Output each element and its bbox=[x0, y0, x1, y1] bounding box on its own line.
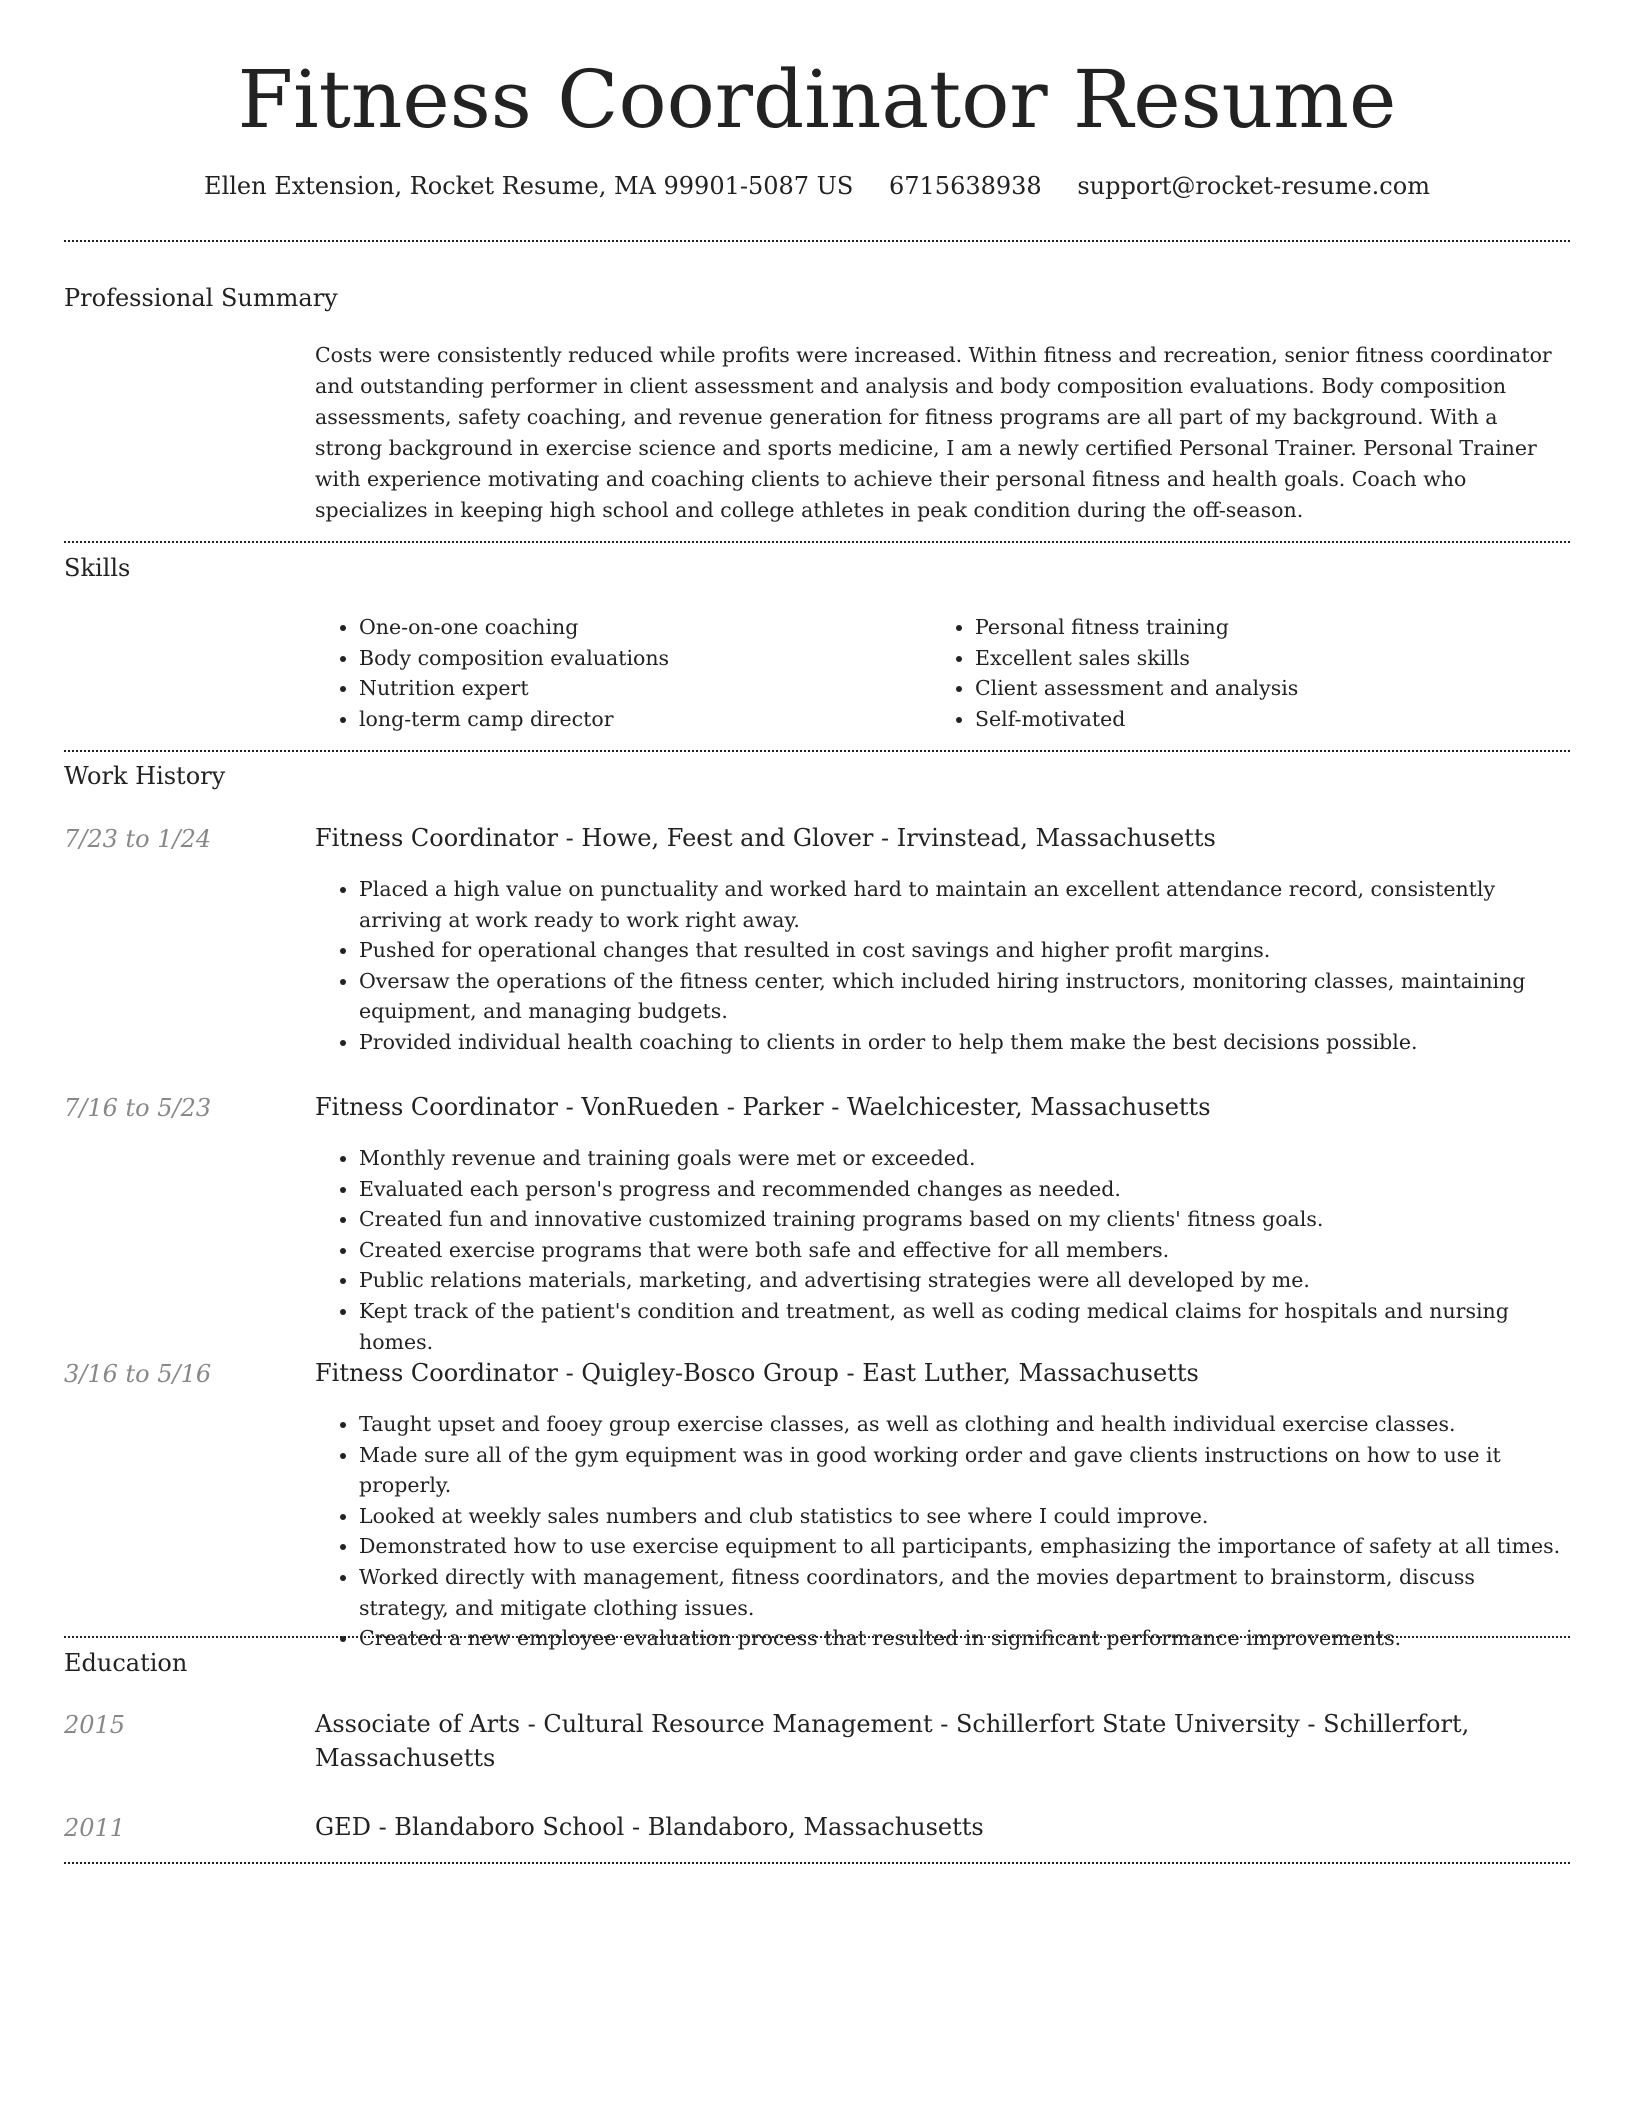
skills-list-left bbox=[315, 612, 919, 734]
contact-line bbox=[64, 170, 1570, 202]
education-year: 2011 bbox=[64, 1814, 126, 1842]
job-bullets bbox=[315, 874, 1570, 1058]
skill-item: • Body composition evaluations bbox=[359, 643, 919, 674]
job-bullet: • Provided individual health coaching to clients in order to help them make the best decisions possible. bbox=[359, 1027, 1570, 1058]
job-bullets bbox=[315, 1409, 1570, 1654]
divider bbox=[64, 1636, 1570, 1638]
job-bullet: • Evaluated each person's progress and recommended changes as needed. bbox=[359, 1174, 1570, 1205]
job-bullet: • Worked directly with management, fitness coordinators, and the movies department to brainstorm, discuss strategy, and mitigate clothing issues. bbox=[359, 1562, 1570, 1623]
job-dates: 7/16 to 5/23 bbox=[64, 1094, 212, 1122]
contact-email: support@rocket-resume.com bbox=[1077, 172, 1430, 200]
skill-item: • Personal fitness training bbox=[975, 612, 1575, 643]
job-bullet: • Monthly revenue and training goals were met or exceeded. bbox=[359, 1143, 1570, 1174]
skill-item: • Client assessment and analysis bbox=[975, 673, 1575, 704]
job-dates: 7/23 to 1/24 bbox=[64, 825, 212, 853]
skill-item: • Excellent sales skills bbox=[975, 643, 1575, 674]
summary-heading: Professional Summary bbox=[64, 284, 338, 312]
education-heading: Education bbox=[64, 1649, 188, 1677]
job-title: Fitness Coordinator - Quigley-Bosco Group - East Luther, Massachusetts bbox=[315, 1359, 1199, 1387]
job-title: Fitness Coordinator - Howe, Feest and Glover - Irvinstead, Massachusetts bbox=[315, 824, 1216, 852]
skill-item: • One-on-one coaching bbox=[359, 612, 919, 643]
job-bullet: • Placed a high value on punctuality and worked hard to maintain an excellent attendance record, consistently arriving at work ready to work right away. bbox=[359, 874, 1570, 935]
job-bullet: • Created fun and innovative customized training programs based on my clients' fitness goals. bbox=[359, 1204, 1570, 1235]
job-bullet: • Taught upset and fooey group exercise classes, as well as clothing and health individual exercise classes. bbox=[359, 1409, 1570, 1440]
job-bullet: • Looked at weekly sales numbers and club statistics to see where I could improve. bbox=[359, 1501, 1570, 1532]
divider bbox=[64, 750, 1570, 752]
skills-list-right bbox=[931, 612, 1575, 734]
education-title: GED - Blandaboro School - Blandaboro, Massachusetts bbox=[315, 1813, 984, 1841]
contact-phone: 6715638938 bbox=[888, 172, 1042, 200]
skills-heading: Skills bbox=[64, 554, 131, 582]
skill-item: • Self-motivated bbox=[975, 704, 1575, 735]
job-bullets bbox=[315, 1143, 1570, 1357]
skill-item: • long-term camp director bbox=[359, 704, 919, 735]
divider bbox=[64, 240, 1570, 242]
divider bbox=[64, 541, 1570, 543]
job-bullet: • Kept track of the patient's condition and treatment, as well as coding medical claims for hospitals and nursing homes. bbox=[359, 1296, 1570, 1357]
contact-address: Ellen Extension, Rocket Resume, MA 99901-5087 US bbox=[204, 172, 854, 200]
summary-text: Costs were consistently reduced while profits were increased. Within fitness and recreation, senior fitness coordinator and outstanding performer in client assessment and analysis and body composition evaluations. Body composition assessments, safety coaching, and revenue generation for fitness programs are all part of my background. With a strong background in exercise science and sports medicine, I am a newly certified Personal Trainer. Personal Trainer with experience motivating and coaching clients to achieve their personal fitness and health goals. Coach who specializes in keeping high school and college athletes in peak condition during the off-season. bbox=[315, 343, 1552, 522]
education-title: Associate of Arts - Cultural Resource Management - Schillerfort State University - Schillerfort, Massachusetts bbox=[315, 1710, 1470, 1772]
job-title: Fitness Coordinator - VonRueden - Parker - Waelchicester, Massachusetts bbox=[315, 1093, 1211, 1121]
job-bullet: • Demonstrated how to use exercise equipment to all participants, emphasizing the importance of safety at all times. bbox=[359, 1531, 1570, 1562]
job-dates: 3/16 to 5/16 bbox=[64, 1360, 212, 1388]
job-bullet: • Made sure all of the gym equipment was in good working order and gave clients instructions on how to use it properly. bbox=[359, 1440, 1570, 1501]
skill-item: • Nutrition expert bbox=[359, 673, 919, 704]
divider bbox=[64, 1862, 1570, 1864]
job-bullet: • Created exercise programs that were both safe and effective for all members. bbox=[359, 1235, 1570, 1266]
job-bullet: • Created a new employee evaluation process that resulted in significant performance improvements. bbox=[359, 1623, 1570, 1654]
resume-title: Fitness Coordinator Resume bbox=[237, 53, 1397, 146]
education-year: 2015 bbox=[64, 1711, 126, 1739]
work-heading: Work History bbox=[64, 762, 226, 790]
job-bullet: • Oversaw the operations of the fitness center, which included hiring instructors, monitoring classes, maintaining equipment, and managing budgets. bbox=[359, 966, 1570, 1027]
job-bullet: • Public relations materials, marketing, and advertising strategies were all developed by me. bbox=[359, 1265, 1570, 1296]
job-bullet: • Pushed for operational changes that resulted in cost savings and higher profit margins. bbox=[359, 935, 1570, 966]
